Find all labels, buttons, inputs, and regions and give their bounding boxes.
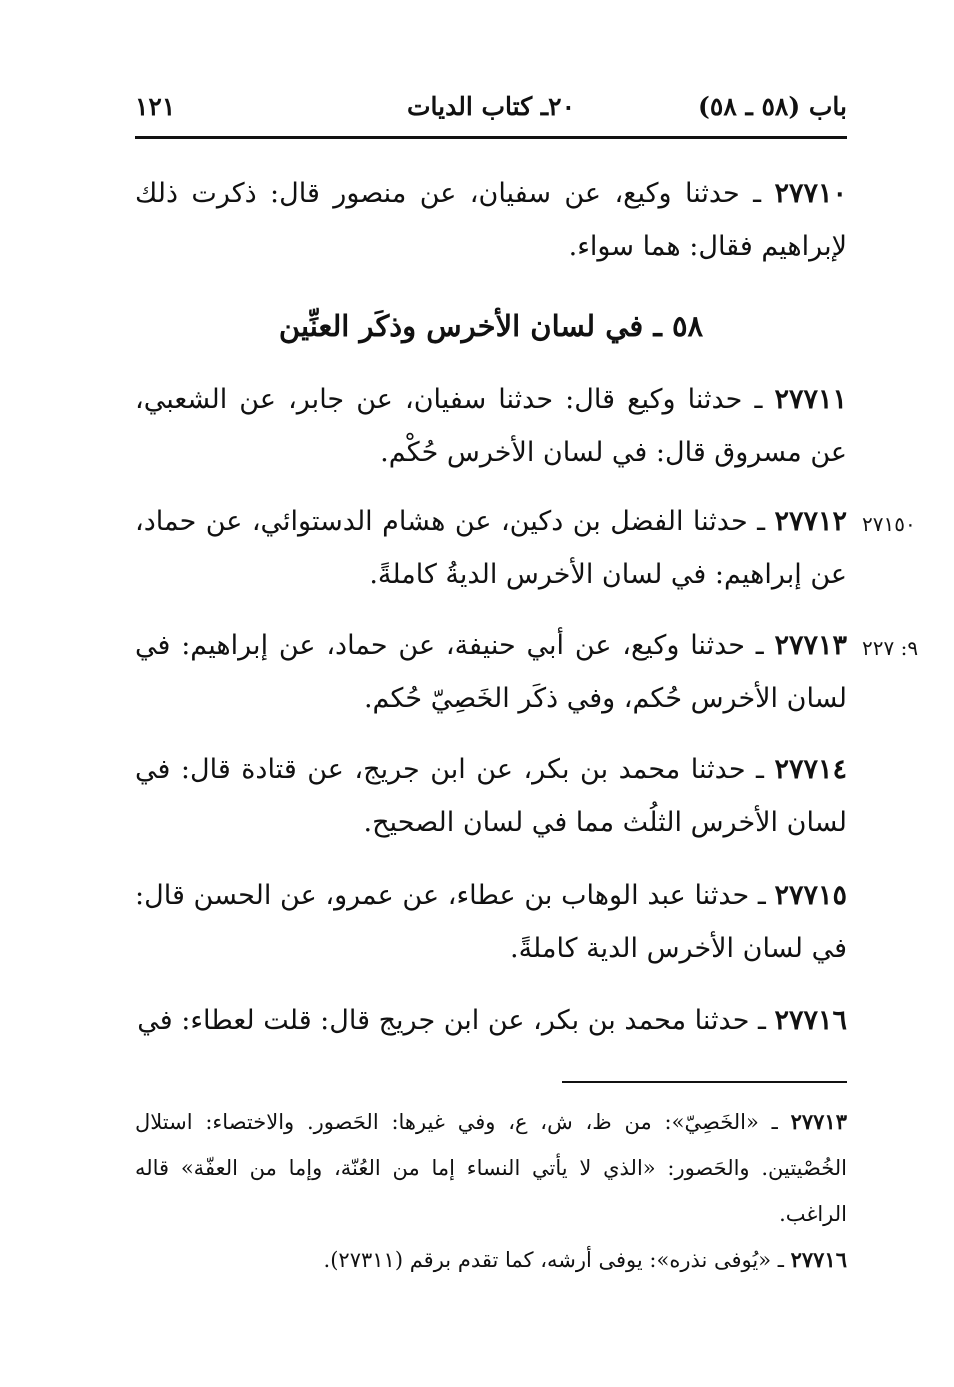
- footnote-rule: [562, 1081, 847, 1083]
- page-header: [135, 88, 847, 130]
- footnote-number: ٢٧٧١٦: [790, 1247, 847, 1272]
- hadith-text: ـ حدثنا الفضل بن دكين، عن هشام الدستوائي، عن حماد، عن إبراهيم: في لسان الأخرس الديةُ كاملةً.: [135, 506, 847, 590]
- page-number: ١٢١: [135, 92, 176, 121]
- footnote-text: ـ «يُوفى نذره»: يوفى أرشه، كما تقدم برقم (٢٧٣١١).: [323, 1248, 791, 1272]
- book-title: ٢٠ـ كتاب الديات: [407, 92, 575, 121]
- hadith-number: ٢٧٧١٢: [774, 506, 847, 537]
- hadith-text: ـ حدثنا محمد بن بكر، عن ابن جريج قال: قلت لعطاء: في: [137, 1005, 775, 1036]
- hadith-text: ـ حدثنا محمد بن بكر، عن ابن جريج، عن قتادة قال: في لسان الأخرس الثلُث مما في لسان الصحيح.: [135, 754, 847, 838]
- hadith-27711: [135, 373, 847, 479]
- hadith-27716: [135, 994, 847, 1047]
- footnote-number: ٢٧٧١٣: [790, 1109, 847, 1134]
- margin-reference: ٢٧١٥٠: [862, 512, 916, 536]
- hadith-number: ٢٧٧١٣: [774, 630, 847, 661]
- footnote-27716: [135, 1237, 847, 1283]
- hadith-number: ٢٧٧١٠: [774, 178, 847, 209]
- hadith-text: ـ حدثنا عبد الوهاب بن عطاء، عن عمرو، عن الحسن قال: في لسان الأخرس الدية كاملةً.: [135, 880, 847, 964]
- footnote-27713: [135, 1099, 847, 1237]
- hadith-text: ـ حدثنا وكيع قال: حدثنا سفيان، عن جابر، عن الشعبي، عن مسروق قال: في لسان الأخرس حُكْم.: [135, 384, 847, 468]
- hadith-number: ٢٧٧١١: [774, 384, 847, 415]
- margin-reference: ٩: ٢٢٧: [862, 636, 919, 660]
- hadith-number: ٢٧٧١٥: [774, 880, 847, 911]
- hadith-text: ـ حدثنا وكيع، عن أبي حنيفة، عن حماد، عن إبراهيم: في لسان الأخرس حُكم، وفي ذكَر الخَصِيّ حُكم.: [135, 630, 847, 714]
- hadith-27712: [135, 495, 847, 601]
- hadith-27714: [135, 743, 847, 849]
- hadith-27715: [135, 869, 847, 975]
- hadith-number: ٢٧٧١٦: [774, 1005, 847, 1036]
- hadith-number: ٢٧٧١٤: [774, 754, 847, 785]
- hadith-text: ـ حدثنا وكيع، عن سفيان، عن منصور قال: ذكرت ذلك لإبراهيم فقال: هما سواء.: [135, 178, 847, 262]
- footnote-text: ـ «الخَصِيّ»: من ظ، ش، ع، وفي غيرها: الحَصور. والاختصاء: استلال الخُصْيتين. والحَصور: «الذي لا يأتي النساء إما من العُنّة، وإما من العفّة» قاله الراغب.: [135, 1110, 847, 1226]
- chapter-heading: باب (٥٨ ـ ٥٨): [698, 92, 847, 121]
- header-rule: [135, 136, 847, 139]
- section-title: ٥٨ ـ في لسان الأخرس وذكَر العنِّين: [278, 309, 704, 343]
- hadith-27713: [135, 619, 847, 725]
- hadith-27710: [135, 167, 847, 273]
